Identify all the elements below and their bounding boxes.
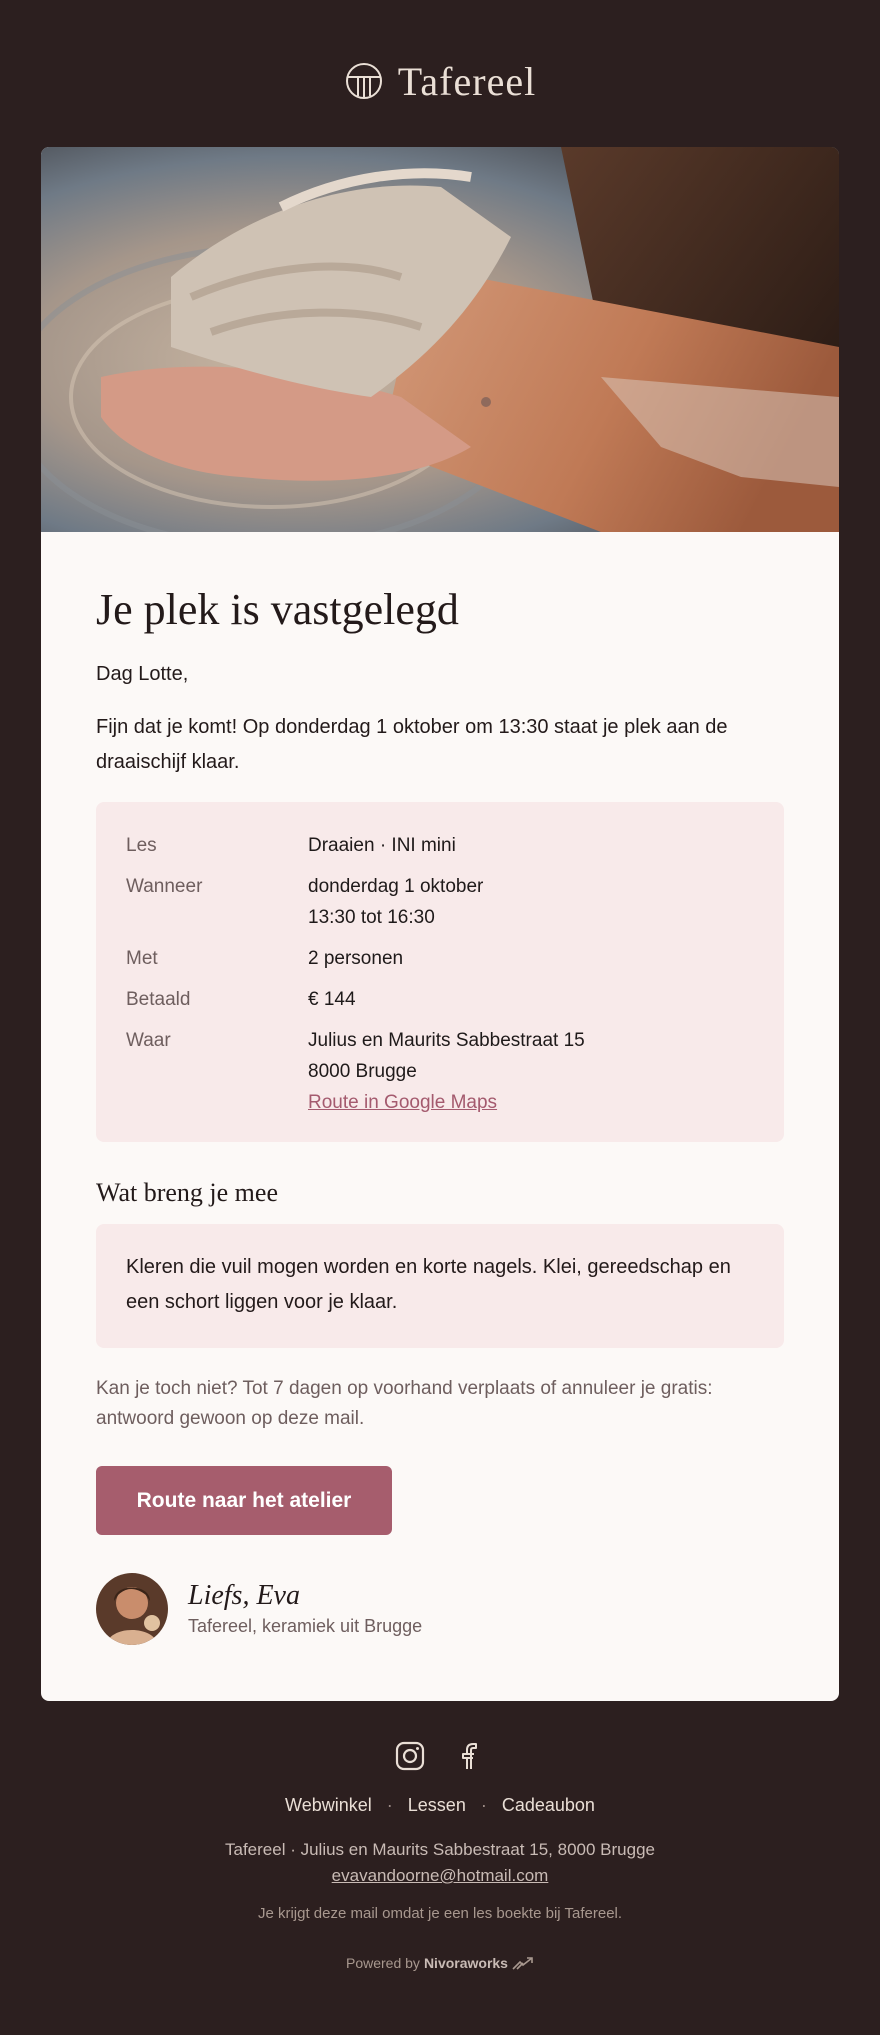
detail-label: Met (126, 947, 158, 969)
detail-line: Julius en Maurits Sabbestraat 15 (308, 1029, 585, 1051)
footer-links (0, 1795, 880, 1816)
booking-details (96, 802, 784, 1142)
instagram-icon[interactable] (394, 1740, 426, 1772)
detail-row-wanneer (126, 871, 754, 933)
google-maps-link[interactable]: Route in Google Maps (308, 1091, 498, 1113)
detail-row-les (126, 830, 754, 861)
detail-line: € 144 (308, 988, 356, 1010)
detail-line: 13:30 tot 16:30 (308, 906, 435, 928)
email-title: Je plek is vastgelegd (96, 585, 459, 634)
footer-link-cadeaubon[interactable]: Cadeaubon (501, 1795, 595, 1815)
pottery-hands-photo (41, 147, 839, 532)
detail-label: Les (126, 834, 157, 856)
detail-line: 8000 Brugge (308, 1060, 417, 1082)
detail-value (308, 984, 356, 1015)
address-text: Tafereel · Julius en Maurits Sabbestraat 15, 8000 Brugge (225, 1840, 655, 1859)
detail-row-betaald (126, 984, 754, 1015)
email-link[interactable]: evavandoorne@hotmail.com (331, 1866, 549, 1885)
detail-row-waar (126, 1025, 754, 1118)
avatar (96, 1573, 168, 1645)
detail-line: 2 personen (308, 947, 404, 969)
separator: · (386, 1795, 393, 1815)
detail-value (308, 871, 483, 933)
footer-link-webwinkel[interactable]: Webwinkel (285, 1795, 372, 1815)
signature (96, 1573, 784, 1645)
bring-heading: Wat breng je mee (96, 1177, 278, 1207)
signature-subtitle: Tafereel, keramiek uit Brugge (188, 1615, 423, 1636)
social-links (0, 1740, 880, 1772)
signature-text (188, 1581, 422, 1637)
nivoraworks-logo-icon (512, 1956, 534, 1970)
detail-value (308, 830, 456, 861)
detail-row-met (126, 943, 754, 974)
powered-brand: Nivoraworks (423, 1955, 508, 1971)
detail-label: Wanneer (126, 875, 203, 897)
bring-text: Kleren die vuil mogen worden en korte nagels. Klei, gereedschap en een schort liggen voor je klaar. (96, 1224, 784, 1348)
detail-label: Waar (126, 1029, 171, 1051)
footer-reason: Je krijgt deze mail omdat je een les boekte bij Tafereel. (257, 1905, 623, 1922)
detail-line: donderdag 1 oktober (308, 875, 484, 897)
route-button[interactable]: Route naar het atelier (96, 1466, 392, 1535)
signature-name: Liefs, Eva (188, 1579, 300, 1611)
footer-address (0, 1837, 880, 1889)
brand-logo[interactable] (0, 56, 880, 106)
cancel-note: Kan je toch niet? Tot 7 dagen op voorhand verplaats of annuleer je gratis: antwoord gewoon op deze mail. (96, 1377, 713, 1429)
powered-by[interactable] (0, 1955, 880, 1971)
detail-value (308, 943, 403, 974)
detail-value (308, 1025, 585, 1118)
detail-line: Draaien · INI mini (308, 834, 456, 856)
footer-link-lessen[interactable]: Lessen (407, 1795, 466, 1815)
tafereel-logo-icon (344, 61, 384, 101)
separator: · (480, 1795, 487, 1815)
detail-label: Betaald (126, 988, 191, 1010)
intro-text: Fijn dat je komt! Op donderdag 1 oktober om 13:30 staat je plek aan de draaischijf klaar. (96, 715, 728, 773)
powered-prefix: Powered by (346, 1955, 420, 1971)
email-card (41, 147, 839, 1701)
brand-name: Tafereel (397, 58, 537, 104)
facebook-icon[interactable] (454, 1740, 486, 1772)
greeting: Dag Lotte, (96, 662, 189, 685)
